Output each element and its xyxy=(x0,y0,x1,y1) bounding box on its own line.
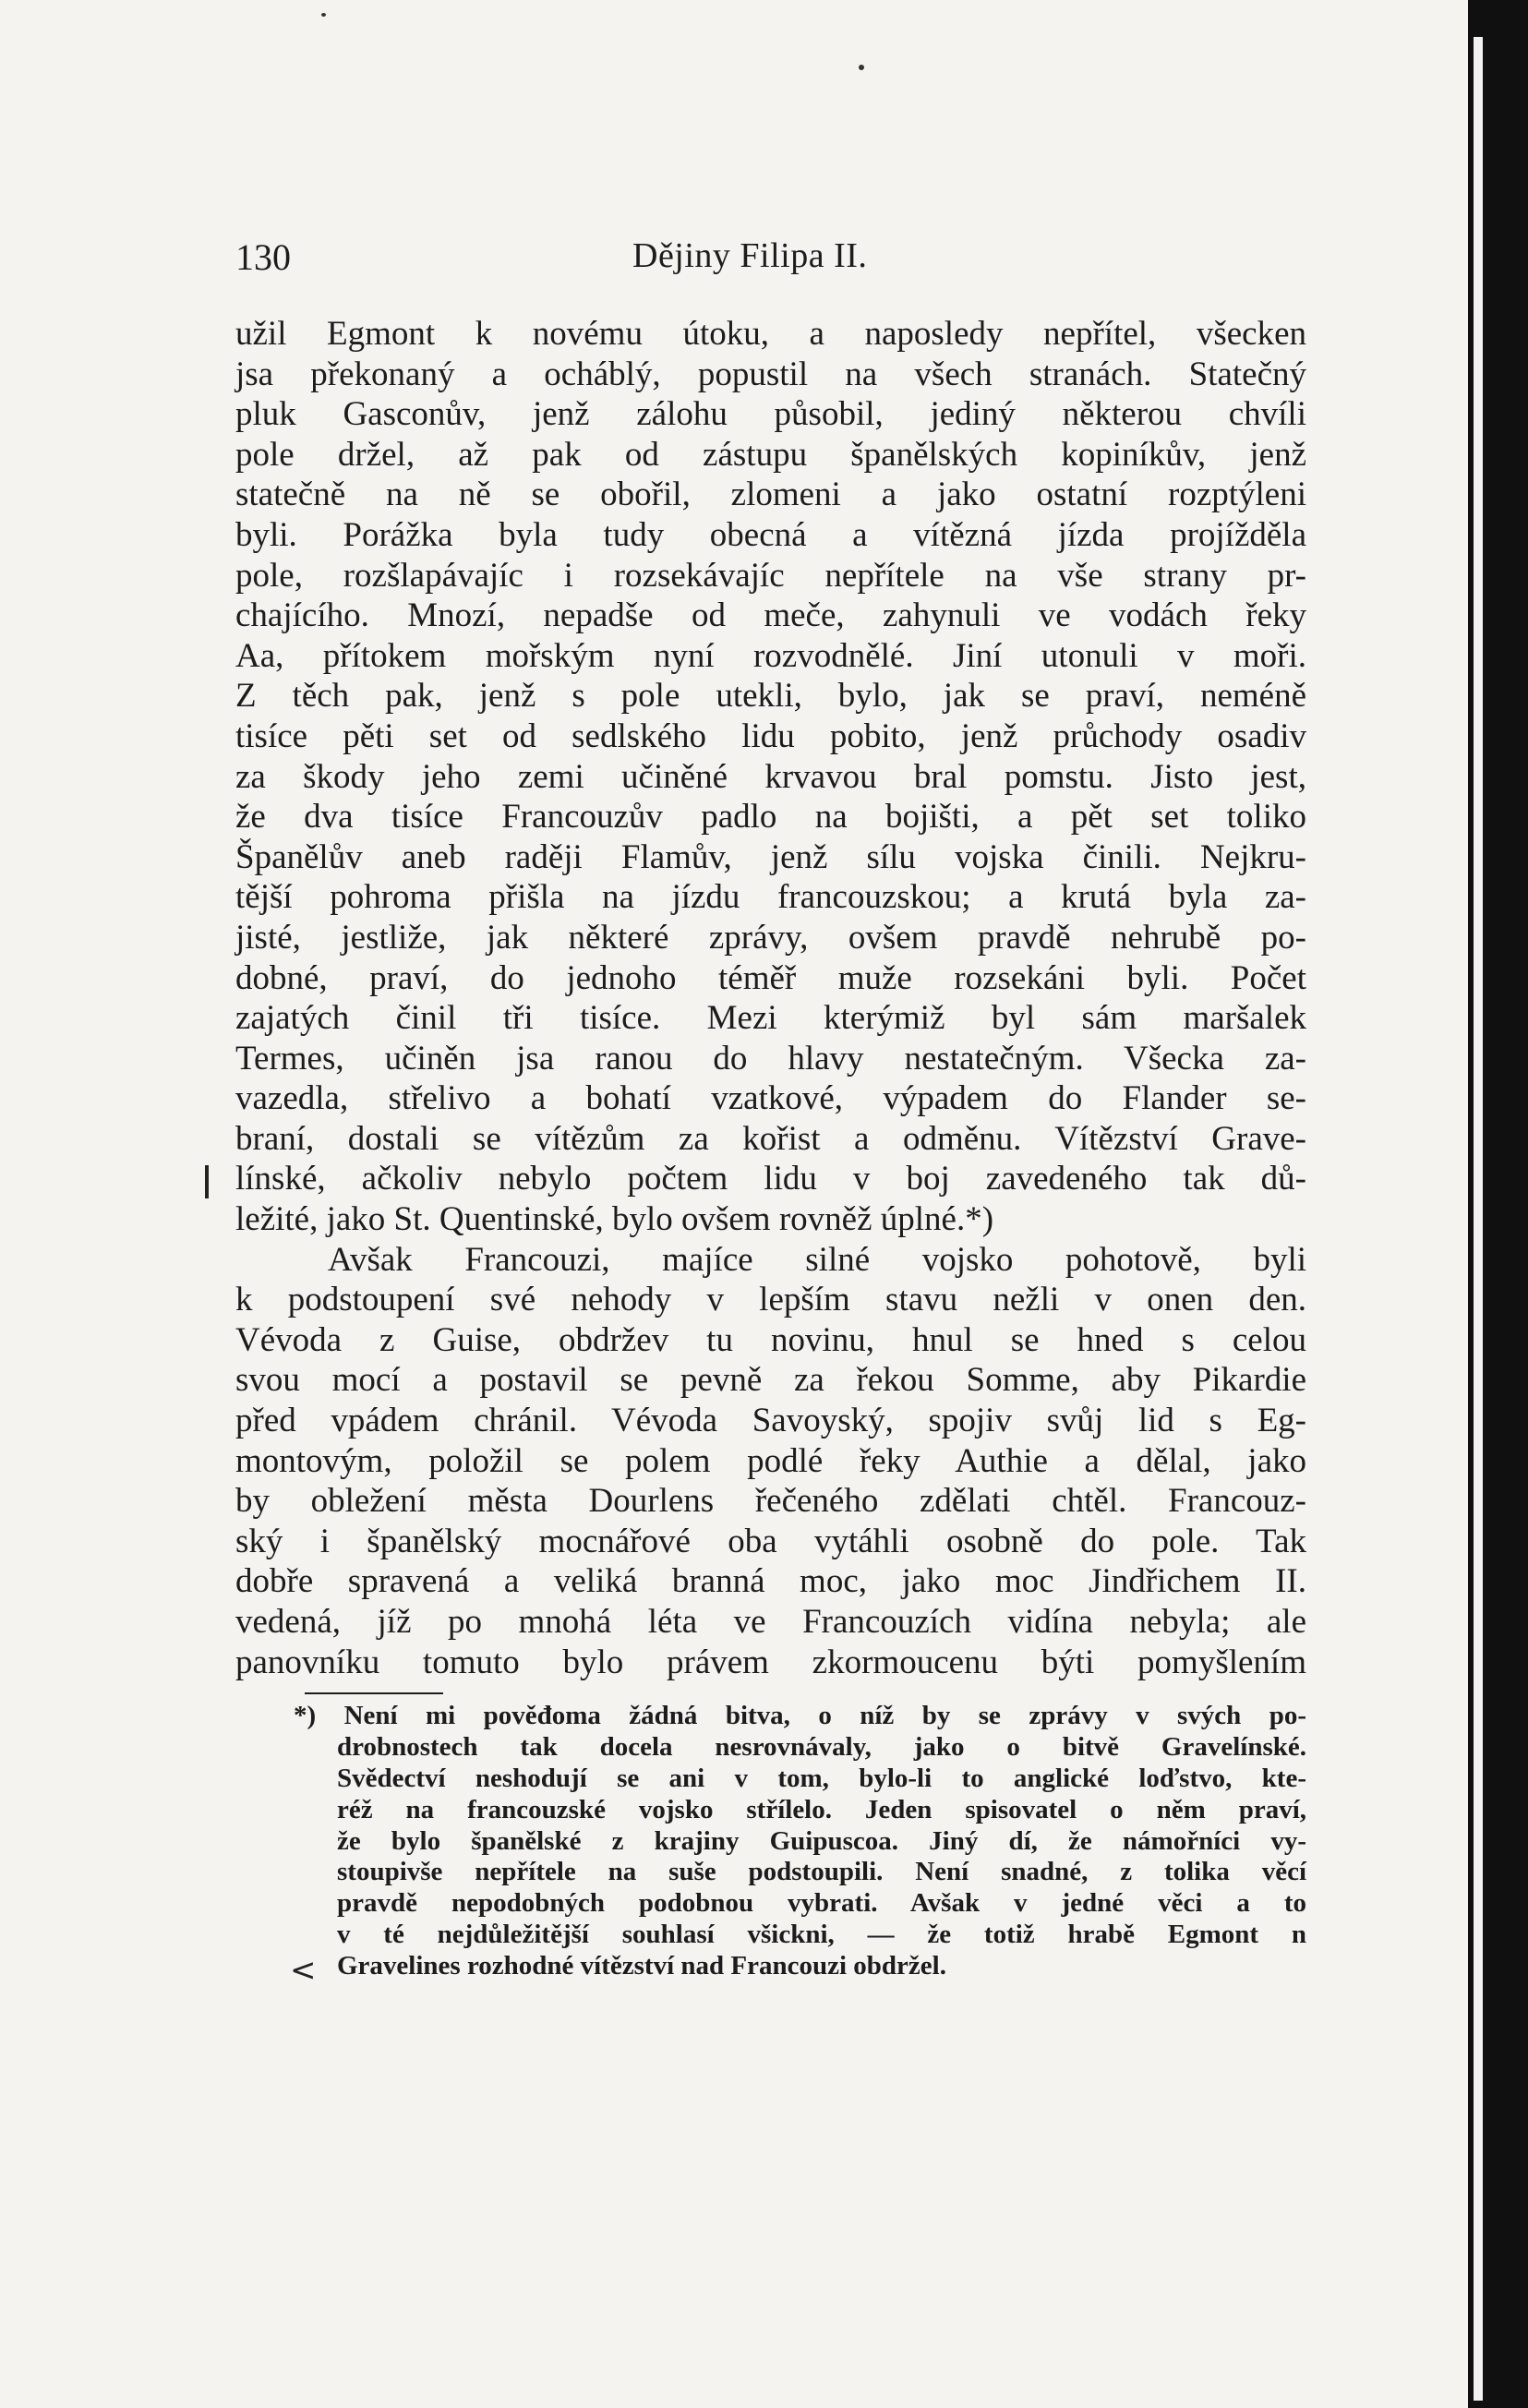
text-line: Vévoda z Guise, obdržev tu novinu, hnul se hned s celou xyxy=(235,1320,1306,1359)
text-line: že dva tisíce Francouzův padlo na bojišti, a pět set toliko xyxy=(235,798,1306,837)
footnote-line: stoupivše nepřítele na suše podstoupili. Není snadné, z tolika věcí xyxy=(337,1857,1306,1887)
scan-edge-strip xyxy=(1474,37,1483,2401)
text-line: před vpádem chránil. Vévoda Savoyský, spojiv svůj lid s Eg- xyxy=(235,1402,1306,1440)
text-line: panovníku tomuto bylo právem zkormoucenu býti pomyšlením xyxy=(235,1643,1306,1681)
text-line: ležité, jako St. Quentinské, bylo ovšem rovněž úplné.*) xyxy=(235,1200,994,1239)
text-line: vedená, jíž po mnohá léta ve Francouzích vidína nebyla; ale xyxy=(235,1603,1306,1641)
text-line: k podstoupení své nehody v lepším stavu nežli v onen den. xyxy=(235,1281,1306,1319)
text-line: zajatých činil tři tisíce. Mezi kterýmiž byl sám maršalek xyxy=(235,999,1306,1038)
margin-caret-mark: < xyxy=(290,1952,317,1989)
page-number: 130 xyxy=(235,236,291,278)
text-line: pole, rozšlapávajíc i rozsekávajíc nepřítele na vše strany pr- xyxy=(235,556,1306,595)
text-line: chajícího. Mnozí, nepadše od meče, zahynuli ve vodách řeky xyxy=(235,596,1306,635)
footnote-line: Gravelines rozhodné vítězství nad Francouzi obdržel. xyxy=(337,1951,946,1981)
footnote-line: v té nejdůležitější souhlasí všickni, — že totiž hrabě Egmont n xyxy=(337,1920,1306,1950)
running-title: Dějiny Filipa II. xyxy=(632,236,868,275)
text-line: dobře spravená a veliká branná moc, jako moc Jindřichem II. xyxy=(235,1562,1306,1601)
text-line: statečně na ně se obořil, zlomeni a jako ostatní rozptýleni xyxy=(235,476,1306,514)
main-text xyxy=(235,314,1306,1682)
text-line: Španělův aneb raději Flamův, jenž sílu vojska činili. Nejkru- xyxy=(235,837,1306,876)
footnote-line: Svědectví neshodují se ani v tom, bylo-li to anglické loďstvo, kte- xyxy=(337,1763,1306,1793)
footnote-line: drobnostech tak docela nesrovnávaly, jako o bitvě Gravelínské. xyxy=(337,1731,1306,1762)
text-line: užil Egmont k novému útoku, a naposledy nepřítel, všecken xyxy=(235,315,1306,353)
footnote-line: réž na francouzské vojsko střílelo. Jeden spisovatel o něm praví, xyxy=(337,1794,1306,1824)
text-line: svou mocí a postavil se pevně za řekou Somme, aby Pikardie xyxy=(235,1361,1306,1400)
text-line: byli. Porážka byla tudy obecná a vítězná jízda projížděla xyxy=(235,515,1306,554)
text-line: ský i španělský mocnářové oba vytáhli osobně do pole. Tak xyxy=(235,1522,1306,1560)
footnote-line: že bylo španělské z krajiny Guipuscoa. Jiný dí, že námořníci vy- xyxy=(337,1825,1306,1856)
text-line: dobné, praví, do jednoho téměř muže rozsekáni byli. Počet xyxy=(235,958,1306,997)
text-line: Termes, učiněn jsa ranou do hlavy nestatečným. Všecka za- xyxy=(235,1039,1306,1078)
page-header xyxy=(235,235,1306,282)
text-line: jisté, jestliže, jak některé zprávy, ovšem pravdě nehrubě po- xyxy=(235,918,1306,957)
text-line: tější pohroma přišla na jízdu francouzskou; a krutá byla za- xyxy=(235,878,1306,917)
footnote xyxy=(294,1701,1306,1982)
text-line: Aa, přítokem mořským nyní rozvodnělé. Jiní utonuli v moři. xyxy=(235,636,1306,675)
text-line: za škody jeho zemi učiněné krvavou bral pomstu. Jisto jest, xyxy=(235,757,1306,796)
text-line: tisíce pěti set od sedlského lidu pobito, jenž průchody osadiv xyxy=(235,716,1306,755)
scan-speck xyxy=(859,65,864,70)
text-line: by obležení města Dourlens řečeného zdělati chtěl. Francouz- xyxy=(235,1482,1306,1521)
text-line: Z těch pak, jenž s pole utekli, bylo, jak se praví, neméně xyxy=(235,677,1306,716)
text-line: línské, ačkoliv nebylo počtem lidu v boj zavedeného tak dů- xyxy=(235,1160,1306,1198)
footnote-line: *) Není mi pověđoma žádná bitva, o níž by se zprávy v svých po- xyxy=(294,1701,1306,1730)
margin-bar-mark xyxy=(205,1165,209,1198)
text-line: pole držel, až pak od zástupu španělských kopiníkův, jenž xyxy=(235,435,1306,474)
footnote-divider xyxy=(305,1692,443,1694)
text-line: jsa překonaný a ocháblý, popustil na všech stranách. Statečný xyxy=(235,355,1306,393)
footnote-line: pravdě nepodobných podobnou vybrati. Avšak v jedné věci a to xyxy=(337,1888,1306,1919)
paragraph-start-line: Avšak Francouzi, majíce silné vojsko pohotově, byli xyxy=(328,1240,1306,1279)
text-line: montovým, položil se polem podlé řeky Authie a dělal, jako xyxy=(235,1441,1306,1480)
text-line: vazedla, střelivo a bohatí vzatkové, výpadem do Flander se- xyxy=(235,1079,1306,1118)
text-line: braní, dostali se vítězům za kořist a odměnu. Vítězství Grave- xyxy=(235,1119,1306,1158)
text-line: pluk Gasconův, jenž zálohu působil, jediný některou chvíli xyxy=(235,395,1306,434)
scan-speck xyxy=(321,13,326,17)
